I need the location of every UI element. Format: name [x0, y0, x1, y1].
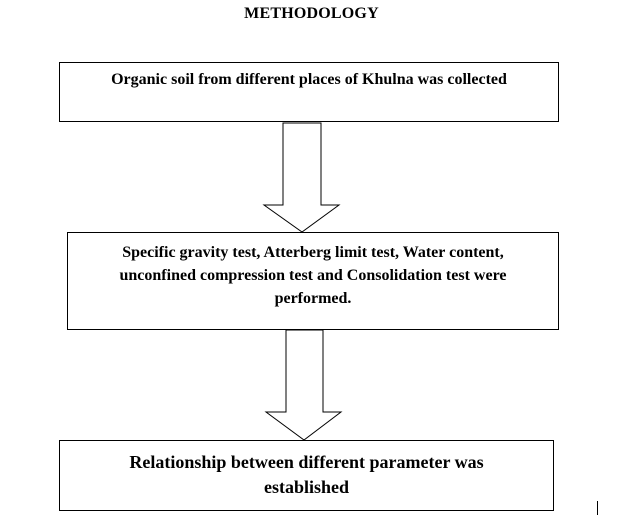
step-text-line: Organic soil from different places of Khulna was collected [111, 71, 507, 88]
down-arrow-icon [266, 330, 341, 440]
step-text-line: Relationship between different parameter was [129, 452, 484, 472]
step-text-line: established [263, 477, 350, 497]
step-text-line: unconfined compression test and Consolidation test were [119, 267, 507, 284]
step-box-collection [59, 62, 559, 122]
down-arrow-icon [264, 123, 339, 232]
text-cursor [597, 501, 598, 515]
step-box-tests [67, 232, 559, 330]
step-box-relationship [59, 440, 554, 511]
step-text-line: Specific gravity test, Atterberg limit test, Water content, [122, 244, 504, 261]
step-text-line: performed. [274, 290, 352, 307]
diagram-title: METHODOLOGY [244, 5, 379, 22]
